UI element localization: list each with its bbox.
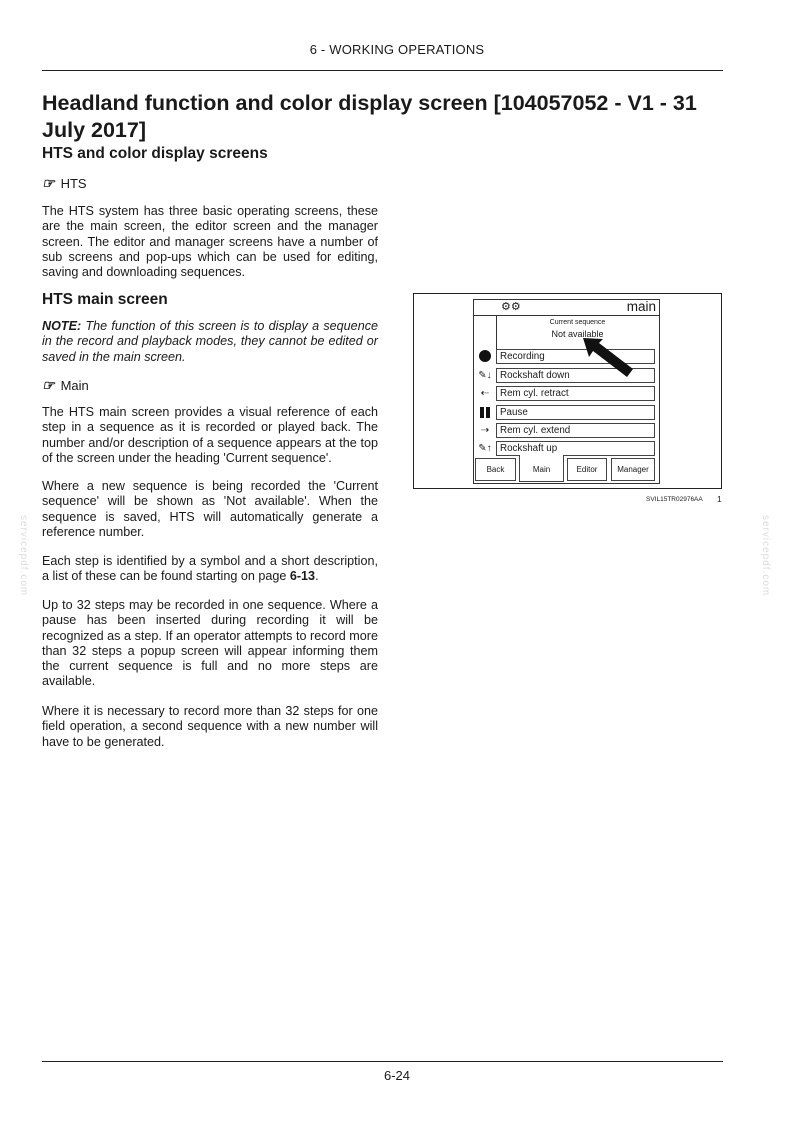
hts-display: [473, 299, 660, 484]
tab-manager[interactable]: Manager: [611, 458, 655, 481]
step-row: Rockshaft down: [496, 368, 655, 383]
page-title: Headland function and color display screen [104057052 - V1 - 31 July 2017]: [42, 91, 697, 142]
display-title-bar: [474, 300, 659, 316]
reference-main[interactable]: [42, 377, 89, 394]
paragraph-step-limit: Up to 32 steps may be recorded in one sequence. Where a pause has been inserted during recording it will be recognized as a step. If an operator attempts to record more than 32 steps a popup screen will appear informing them the current sequence is full and no more steps are available.: [42, 598, 378, 689]
callout-arrow-icon: [581, 331, 637, 381]
paragraph-new-sequence: Where a new sequence is being recorded the 'Current sequence' will be shown as 'Not available'. When the sequence is saved, HTS will automatically generate a reference number.: [42, 479, 378, 539]
running-header: 6 - WORKING OPERATIONS: [309, 42, 485, 57]
watermark-left: servicepdf.com: [18, 515, 29, 597]
step-row: Rem cyl. retract: [496, 386, 655, 401]
pointing-hand-icon: ☞: [42, 377, 55, 393]
pause-icon: [474, 403, 496, 421]
page-number: 6-24: [383, 1068, 411, 1083]
tab-main[interactable]: Main: [519, 455, 564, 482]
note-label: NOTE:: [42, 319, 82, 333]
paragraph-step-symbols: [42, 554, 378, 585]
recording-dot-icon: [474, 347, 496, 365]
tractor-implement-icon: ⚙⚙: [501, 301, 521, 313]
rockshaft-down-icon: ✎↓: [478, 369, 492, 381]
reference-label: Main: [60, 378, 89, 393]
screen-title: main: [626, 299, 656, 314]
display-tab-bar: [474, 455, 659, 483]
section-heading-main-screen: HTS main screen: [42, 291, 168, 308]
reference-label: HTS: [60, 176, 87, 191]
watermark-right: servicepdf.com: [760, 515, 771, 597]
step-row: Rem cyl. extend: [496, 423, 655, 438]
figure-code: SVIL15TR02976AA: [646, 496, 703, 503]
step-symbols-text: Each step is identified by a symbol and a short description, a list of these can be found starting on page: [42, 554, 378, 584]
current-sequence-value: Not available: [551, 329, 604, 339]
step-row: Pause: [496, 405, 655, 420]
header-rule: [42, 70, 723, 71]
note-paragraph: [42, 319, 378, 365]
note-text: The function of this screen is to display a sequence in the record and playback modes, they cannot be edited or saved in the main screen.: [42, 319, 378, 364]
remote-cylinder-extend-icon: ⇢: [480, 424, 490, 436]
step-symbols-end: .: [315, 569, 319, 584]
figure-number: 1: [717, 494, 722, 504]
step-row: Rockshaft up: [496, 441, 655, 456]
reference-hts[interactable]: [42, 175, 87, 192]
rockshaft-up-icon: ✎↑: [478, 442, 492, 454]
remote-cylinder-retract-icon: ⇠: [480, 387, 490, 399]
paragraph-visual-reference: The HTS main screen provides a visual reference of each step in a sequence as it is recorded or played back. The number and/or description of a sequence appears at the top of the screen under the heading 'Current sequence'.: [42, 405, 378, 465]
footer-rule: [42, 1061, 723, 1062]
step-row: Recording: [496, 349, 655, 364]
page-link[interactable]: 6-13: [289, 569, 316, 584]
section-heading-hts: HTS and color display screens: [42, 145, 268, 162]
current-sequence-label: Current sequence: [549, 319, 606, 326]
paragraph-second-sequence: Where it is necessary to record more than 32 steps for one field operation, a second sequence with a new number will have to be generated.: [42, 704, 378, 749]
tab-back[interactable]: Back: [475, 458, 516, 481]
figure-hts-main-screen: [413, 293, 722, 489]
tab-editor[interactable]: Editor: [567, 458, 607, 481]
pointing-hand-icon: ☞: [42, 175, 55, 191]
paragraph-intro: The HTS system has three basic operating screens, these are the main screen, the editor screen and the manager screen. The editor and manager screens have a number of sub screens and pop-ups which can be used for editing, saving and downloading sequences.: [42, 204, 378, 280]
